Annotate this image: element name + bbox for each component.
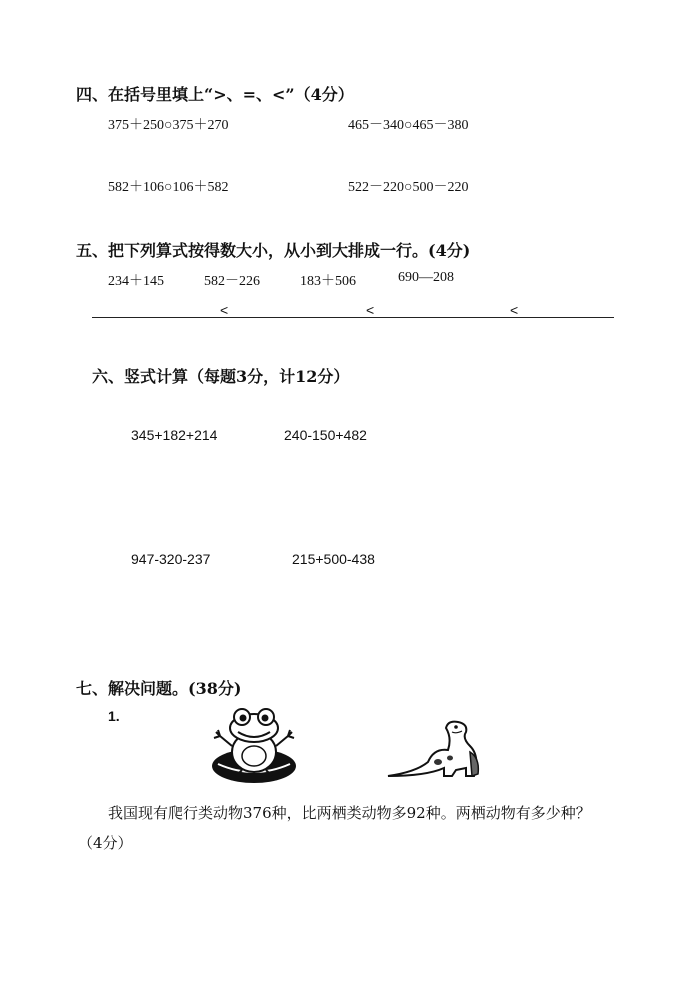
order-expr-3: 183＋506 [300,274,356,289]
less-than-sign-3: < [510,302,519,318]
order-expr-4: 690—208 [398,270,454,285]
vertical-calc-1: 345+182+214 [131,427,218,443]
compare-expr-1: 375＋250○375＋270 [108,118,229,133]
section5-heading: 五、把下列算式按得数大小，从小到大排成一行。(4分) [76,241,471,260]
frog-icon [208,706,300,784]
answer-line [92,317,614,318]
vertical-calc-3: 947-320-237 [131,551,211,567]
compare-expr-3: 582＋106○106＋582 [108,180,229,195]
section7-heading: 七、解决问题。(38分) [76,679,242,698]
order-expr-1: 234＋145 [108,274,164,289]
question-text: 我国现有爬行类动物376种，比两栖类动物多92种。两栖动物有多少种？ [108,804,591,822]
less-than-sign-2: < [366,302,375,318]
dinosaur-icon [386,718,486,782]
question-number: 1. [108,708,120,724]
question-points: （4分） [78,834,133,852]
less-than-sign-1: < [220,302,229,318]
vertical-calc-4: 215+500-438 [292,551,375,567]
vertical-calc-2: 240-150+482 [284,427,367,443]
compare-expr-2: 465－340○465－380 [348,118,469,133]
section6-heading: 六、竖式计算（每题3分，计12分） [92,367,350,386]
order-expr-2: 582－226 [204,274,260,289]
compare-expr-4: 522－220○500－220 [348,180,469,195]
section4-heading: 四、在括号里填上“>、=、<”（4分） [76,85,354,104]
